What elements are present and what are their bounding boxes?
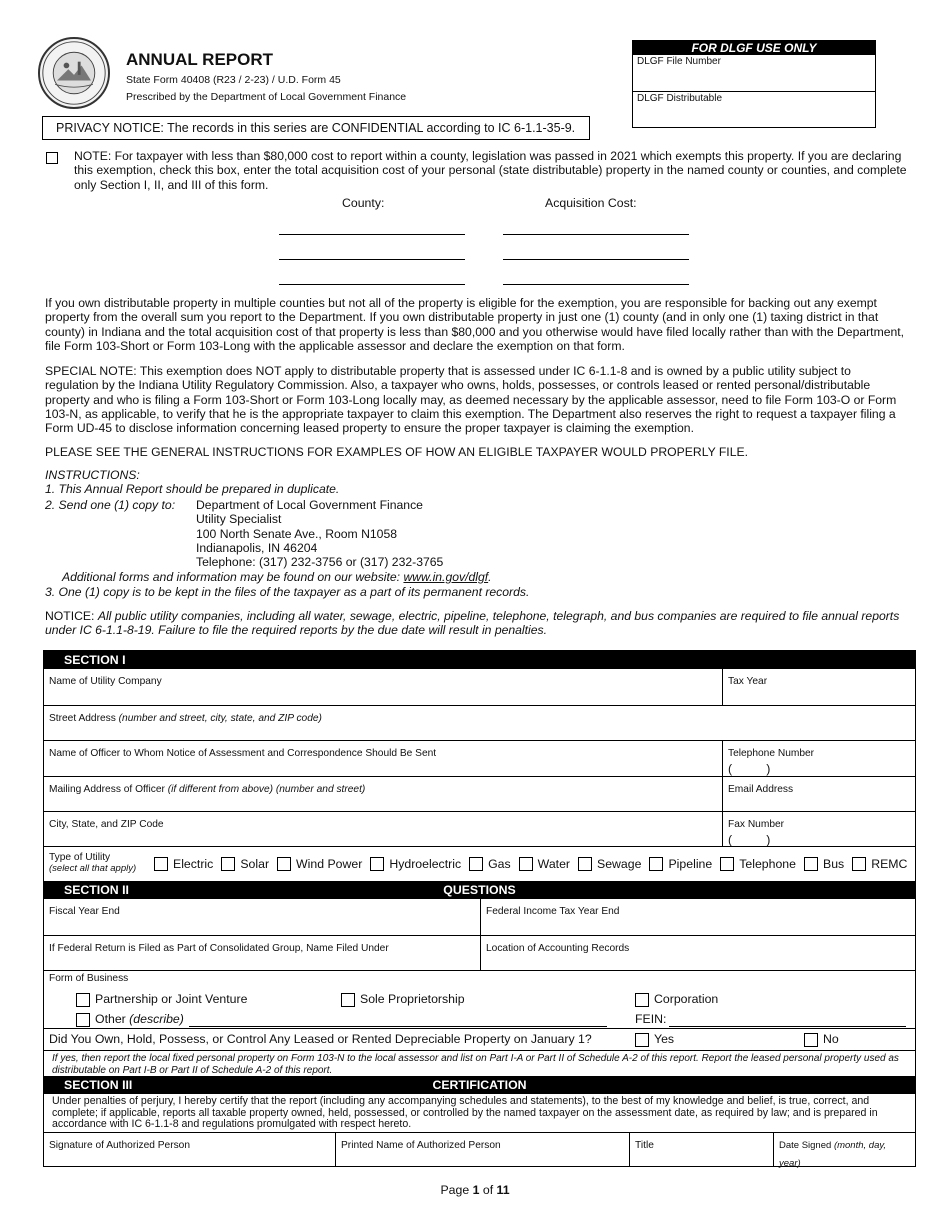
yes-label: Yes (654, 1032, 675, 1046)
section1-row-2 (44, 705, 915, 740)
fiscal-year-end-label: Fiscal Year End (49, 906, 120, 917)
utility-option-label: Electric (173, 857, 214, 871)
business-option-sole[interactable] (341, 992, 465, 1007)
checkbox-icon[interactable] (76, 1013, 90, 1027)
dlgf-file-number-field[interactable] (633, 55, 875, 91)
leased-yes-option[interactable] (635, 1032, 674, 1047)
utility-type-label: Type of Utility (49, 852, 111, 863)
section1-row-4 (44, 776, 915, 811)
report-form (43, 650, 916, 1167)
mailing-address-label: Mailing Address of Officer (49, 784, 168, 795)
utility-option-label: Gas (488, 857, 511, 871)
section1-row-1 (44, 669, 915, 705)
checkbox-icon[interactable] (370, 857, 384, 871)
leased-no-option[interactable] (804, 1032, 839, 1047)
accounting-records-label: Location of Accounting Records (486, 943, 630, 954)
tax-year-field[interactable] (722, 669, 915, 705)
county-line-1[interactable] (279, 234, 465, 235)
address-line: 100 North Senate Ave., Room N1058 (196, 526, 397, 541)
utility-type-label-cell (44, 847, 154, 881)
utility-option-label: Water (537, 857, 571, 871)
multi-county-paragraph: If you own distributable property in multiple counties but not all of the property is eligible for the exemption, you are responsible for backing out any exempt property from the overall sum you report to the Department. If you own distributable property in just one (1) county (and in only one (1) taxing district in that county) in Indiana and the total acquisition cost of that property is less than $80,000 and you otherwise would have filed locally rather than with the Department, file Form 103-Short or Form 103-Long with the applicable assessor and declare the exemption on that form. (45, 296, 905, 353)
prescribed-by: Prescribed by the Department of Local Government Finance (126, 91, 407, 103)
section1-row-5 (44, 811, 915, 846)
other-describe-line[interactable] (189, 1026, 607, 1027)
officer-name-label: Name of Officer to Whom Notice of Assessment and Correspondence Should Be Sent (49, 748, 437, 759)
county-line-2[interactable] (279, 259, 465, 260)
fax-field[interactable] (722, 812, 915, 846)
utility-option-remc[interactable] (852, 857, 907, 871)
section2-row-1 (44, 899, 915, 935)
section-2-title: SECTION II (64, 883, 129, 897)
notice-lead: NOTICE: (45, 609, 98, 623)
utility-option-water[interactable] (519, 857, 570, 871)
privacy-notice: PRIVACY NOTICE: The records in this series are CONFIDENTIAL according to IC 6-1.1-35-9. (42, 116, 590, 140)
dlgf-file-number-label: DLGF File Number (637, 56, 721, 67)
city-state-zip-field[interactable] (44, 812, 722, 846)
section2-row-2 (44, 935, 915, 970)
signature-label: Signature of Authorized Person (49, 1140, 191, 1151)
address-line: Utility Specialist (196, 512, 282, 527)
fein-label: FEIN: (635, 1012, 667, 1026)
corporation-label: Corporation (654, 992, 719, 1006)
accounting-records-field[interactable] (480, 936, 915, 970)
no-label: No (823, 1032, 839, 1046)
instruction-3: 3. One (1) copy is to be kept in the files of the taxpayer as a part of its permanent records. (45, 585, 530, 599)
acquisition-cost-label: Acquisition Cost: (545, 196, 637, 210)
page-number: 1 (472, 1183, 480, 1197)
notice-paragraph (45, 609, 907, 638)
website-note (62, 570, 492, 584)
printed-name-label: Printed Name of Authorized Person (341, 1140, 501, 1151)
checkbox-icon[interactable] (519, 857, 533, 871)
checkbox-icon[interactable] (578, 857, 592, 871)
checkbox-icon[interactable] (804, 1033, 818, 1047)
street-address-field[interactable] (44, 706, 915, 740)
cost-line-2[interactable] (503, 259, 689, 260)
signature-field[interactable] (44, 1133, 335, 1166)
page-of: of (479, 1183, 497, 1197)
page-prefix: Page (440, 1183, 473, 1197)
utility-type-sub: (select all that apply) (49, 863, 137, 874)
utility-option-pipeline[interactable] (649, 857, 712, 871)
dlgf-use-only-box (632, 40, 876, 128)
checkbox-icon[interactable] (720, 857, 734, 871)
utility-option-telephone[interactable] (720, 857, 796, 871)
section-3-subtitle: CERTIFICATION (432, 1078, 527, 1092)
dlgf-distributable-field[interactable] (633, 91, 875, 127)
email-field[interactable] (722, 777, 915, 811)
printed-name-field[interactable] (335, 1133, 629, 1166)
website-period: . (488, 570, 492, 584)
telephone-label: Telephone Number (728, 748, 815, 759)
state-seal-icon (38, 37, 110, 109)
consolidated-group-field[interactable] (44, 936, 480, 970)
section2-row-if-yes (44, 1050, 915, 1076)
utility-name-field[interactable] (44, 669, 722, 705)
utility-option-sewage[interactable] (578, 857, 641, 871)
section-1-title: SECTION I (64, 653, 126, 667)
page-title: ANNUAL REPORT (126, 50, 274, 69)
sole-label: Sole Proprietorship (360, 992, 465, 1006)
utility-option-electric[interactable] (154, 857, 213, 871)
utility-option-wind-power[interactable] (277, 857, 362, 871)
leased-question: Did You Own, Hold, Possess, or Control Any Leased or Rented Depreciable Property on January 1? (49, 1032, 592, 1046)
fein-line[interactable] (669, 1026, 906, 1027)
checkbox-icon[interactable] (221, 857, 235, 871)
section-1-header (44, 651, 915, 669)
checkbox-icon[interactable] (341, 993, 355, 1007)
section-3-header (44, 1076, 915, 1094)
instruction-1: 1. This Annual Report should be prepared in duplicate. (45, 482, 340, 496)
utility-option-hydroelectric[interactable] (370, 857, 461, 871)
cost-line-1[interactable] (503, 234, 689, 235)
mailing-address-field[interactable] (44, 777, 722, 811)
county-label: County: (342, 196, 385, 210)
utility-option-label: Telephone (739, 857, 796, 871)
checkbox-icon[interactable] (277, 857, 291, 871)
page-footer (0, 1183, 950, 1197)
consolidated-group-label: If Federal Return is Filed as Part of Consolidated Group, Name Filed Under (49, 943, 389, 954)
city-state-zip-label: City, State, and ZIP Code (49, 819, 164, 830)
form-number: State Form 40408 (R23 / 2-23) / U.D. Form 45 (126, 74, 341, 86)
checkbox-icon[interactable] (154, 857, 168, 871)
telephone-field[interactable] (722, 741, 915, 776)
utility-option-label: Pipeline (668, 857, 713, 871)
certification-text: Under penalties of perjury, I hereby certify that the report (including any accompanying schedules and statements), to the best of my knowledge and belief, is true, correct, and complete; if applicable, reports all taxable property owned, held, possessed, or controlled by the named taxpayer on the assessment date, as required by law; and is prepared in accordance with IC 6-1.1-8 and regulations promulgated with respect hereto. (52, 1095, 878, 1130)
title-field[interactable] (629, 1133, 773, 1166)
website-link[interactable]: www.in.gov/dlgf (403, 570, 489, 584)
section-2-header (44, 881, 915, 899)
checkbox-icon[interactable] (852, 857, 866, 871)
fiscal-year-end-field[interactable] (44, 899, 480, 935)
date-signed-label: Date Signed (779, 1140, 834, 1151)
business-option-corporation[interactable] (635, 992, 718, 1007)
please-see-paragraph: PLEASE SEE THE GENERAL INSTRUCTIONS FOR EXAMPLES OF HOW AN ELIGIBLE TAXPAYER WOULD PROPERLY FILE. (45, 445, 748, 459)
utility-option-label: REMC (871, 857, 908, 871)
dlgf-distributable-label: DLGF Distributable (637, 93, 723, 104)
section-3-title: SECTION III (64, 1078, 133, 1092)
dlgf-heading: FOR DLGF USE ONLY (633, 41, 875, 55)
section-2-subtitle: QUESTIONS (443, 883, 516, 897)
utility-option-label: Hydroelectric (389, 857, 462, 871)
partnership-label: Partnership or Joint Venture (95, 992, 248, 1006)
cost-line-3[interactable] (503, 284, 689, 285)
utility-option-label: Wind Power (296, 857, 363, 871)
section1-row-3 (44, 740, 915, 776)
checkbox-icon[interactable] (635, 1033, 649, 1047)
section2-row-business-form (44, 970, 915, 1028)
title-label: Title (635, 1140, 654, 1151)
utility-option-gas[interactable] (469, 857, 511, 871)
special-note-paragraph: SPECIAL NOTE: This exemption does NOT apply to distributable property that is assessed under IC 6-1.1-8 and is owned by a public utility subject to regulation by the Indiana Utility Regulatory Commission. Also, a taxpayer who owns, holds, possesses, or controls leased or rented personal/distributable property and who is filing a Form 103-Short or Form 103-Long locally may, as deemed necessary by the applicable assessor, need to file Form 103-O or Form 103-N, as applicable, to verify that he is the appropriate taxpayer to claim this exemption. The Department also reserves the right to request a taxpayer filing a Form UD-45 to disclose information concerning leased property to ensure the proper taxpayer is claiming the exemption. (45, 364, 897, 436)
utility-option-label: Solar (240, 857, 270, 871)
fax-area-code: ( ) (728, 833, 771, 847)
email-label: Email Address (728, 784, 794, 795)
notice-body: All public utility companies, including all water, sewage, electric, pipeline, telephone, telegraph, and bus companies are required to file annual reports under IC 6-1.1-8-19. Failure to file the required reports by the due date will result in penalties. (45, 609, 900, 638)
exemption-note: NOTE: For taxpayer with less than $80,000 cost to report within a county, legislation was passed in 2021 which exempts this property. If you are declaring this exemption, check this box, enter the total acquisition cost of your personal (state distributable) property in the named county or counties, and complete only Section I, II, and III of this form. (74, 149, 907, 192)
other-label: Other (95, 1012, 130, 1026)
mailing-address-block (196, 498, 443, 569)
mailing-address-hint: (if different from above) (number and street) (167, 784, 366, 795)
website-text: Additional forms and information may be found on our website: (62, 570, 404, 584)
instructions-heading: INSTRUCTIONS: (45, 468, 140, 482)
fed-tax-year-end-label: Federal Income Tax Year End (486, 906, 620, 917)
street-address-label: Street Address (49, 713, 119, 724)
address-line: Department of Local Government Finance (196, 498, 423, 512)
utility-option-label: Bus (823, 857, 845, 871)
fed-tax-year-end-field[interactable] (480, 899, 915, 935)
section3-signature-row (44, 1132, 915, 1169)
section3-certification-row (44, 1094, 915, 1132)
section1-row-utility-type (44, 846, 915, 881)
instruction-2: 2. Send one (1) copy to: (45, 498, 176, 512)
telephone-area-code: ( ) (728, 762, 771, 776)
business-option-partnership[interactable] (76, 992, 247, 1007)
utility-option-solar[interactable] (221, 857, 269, 871)
fax-label: Fax Number (728, 819, 785, 830)
address-line: Indianapolis, IN 46204 (196, 540, 318, 555)
checkbox-icon[interactable] (76, 993, 90, 1007)
utility-type-options (154, 847, 915, 881)
utility-option-bus[interactable] (804, 857, 844, 871)
checkbox-icon[interactable] (804, 857, 818, 871)
date-signed-field[interactable] (773, 1133, 915, 1169)
section2-row-leased (44, 1028, 915, 1050)
exemption-checkbox[interactable] (46, 152, 58, 164)
utility-option-label: Sewage (597, 857, 642, 871)
county-line-3[interactable] (279, 284, 465, 285)
page-total: 11 (496, 1183, 510, 1197)
street-address-hint: (number and street, city, state, and ZIP code) (118, 713, 322, 724)
checkbox-icon[interactable] (635, 993, 649, 1007)
date-signed-hint: (month, day, year) (779, 1140, 887, 1169)
tax-year-label: Tax Year (728, 676, 768, 687)
checkbox-icon[interactable] (469, 857, 483, 871)
business-option-other[interactable] (76, 1012, 184, 1027)
address-line: Telephone: (317) 232-3756 or (317) 232-3765 (196, 555, 444, 570)
checkbox-icon[interactable] (649, 857, 663, 871)
other-hint: (describe) (129, 1012, 184, 1026)
if-yes-note: If yes, then report the local fixed personal property on Form 103-N to the local assessor and list on Part I-A or Part II of Schedule A-2 of this report. Report the leased personal property used as distributable on Part I-B or Part II of Schedule A-2 of this report. (52, 1053, 899, 1076)
form-of-business-label: Form of Business (49, 973, 129, 984)
utility-name-label: Name of Utility Company (49, 676, 162, 687)
officer-name-field[interactable] (44, 741, 722, 776)
